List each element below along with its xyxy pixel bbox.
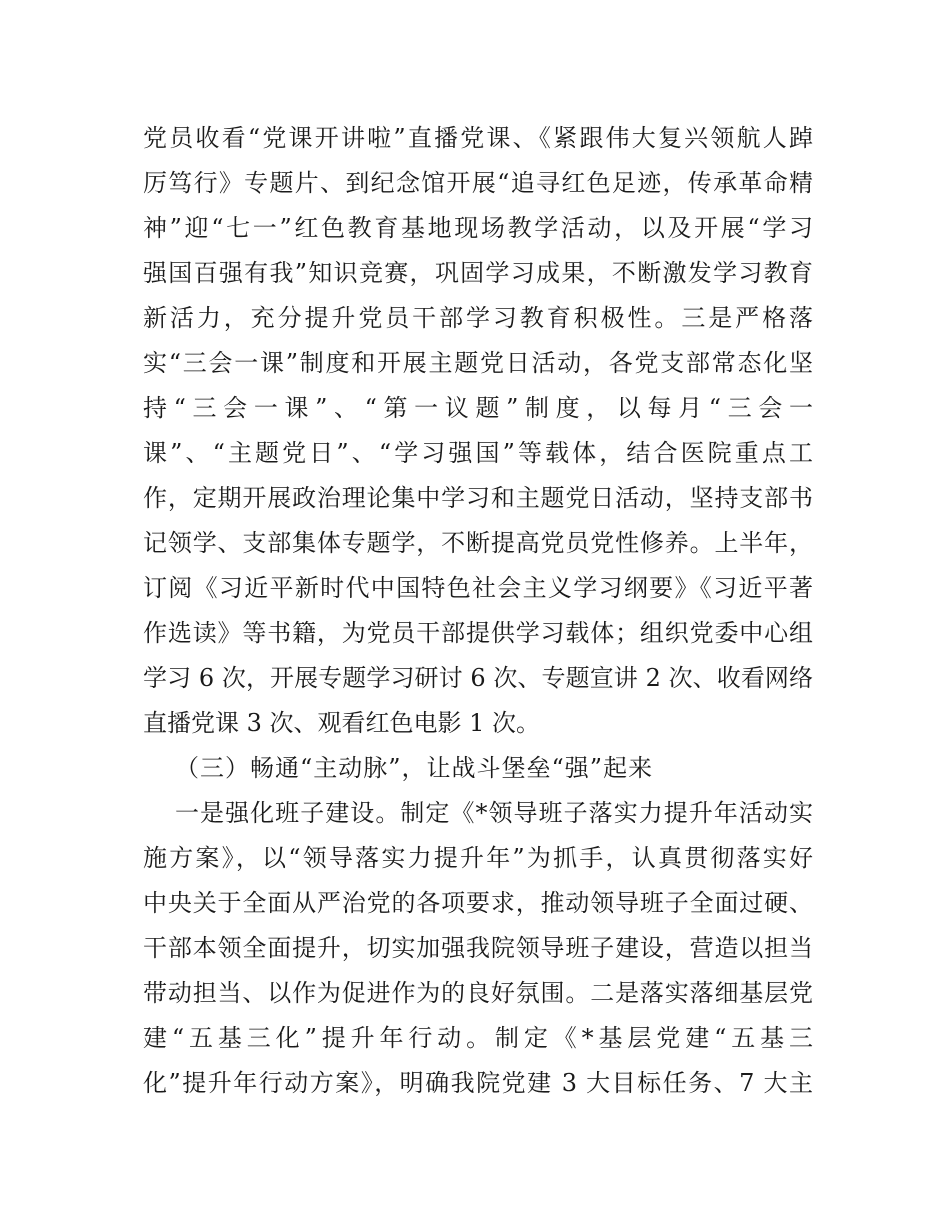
paragraph-line: 实“三会一课”制度和开展主题党日活动，各党支部常态化坚	[143, 349, 813, 377]
paragraph-line: 党员收看“党课开讲啦”直播党课、《紧跟伟大复兴领航人踔	[143, 124, 813, 152]
paragraph-line: 建“五基三化”提升年行动。制定《*基层党建“五基三	[143, 1024, 813, 1052]
section-heading: （三）畅通“主动脉”，让战斗堡垒“强”起来	[175, 754, 654, 782]
paragraph-line: 持“三会一课”、“第一议题”制度，以每月“三会一	[143, 394, 813, 422]
paragraph-line: 厉笃行》专题片、到纪念馆开展“追寻红色足迹，传承革命精	[143, 169, 813, 197]
paragraph-line: 化”提升年行动方案》，明确我院党建 3 大目标任务、7 大主	[143, 1069, 813, 1097]
paragraph-line: 学习 6 次，开展专题学习研讨 6 次、专题宣讲 2 次、收看网络	[143, 664, 813, 692]
paragraph-line: 强国百强有我”知识竞赛，巩固学习成果，不断激发学习教育	[143, 259, 813, 287]
paragraph-line: 订阅《习近平新时代中国特色社会主义学习纲要》《习近平著	[143, 574, 813, 602]
paragraph-line: 课”、“主题党日”、“学习强国”等载体，结合医院重点工	[143, 439, 813, 467]
paragraph-line: 记领学、支部集体专题学，不断提高党员党性修养。上半年，	[143, 529, 813, 557]
paragraph-line: 中央关于全面从严治党的各项要求，推动领导班子全面过硬、	[143, 889, 813, 917]
paragraph-line: 神”迎“七一”红色教育基地现场教学活动，以及开展“学习	[143, 214, 813, 242]
paragraph-line: 干部本领全面提升，切实加强我院领导班子建设，营造以担当	[143, 934, 813, 962]
paragraph-line: 直播党课 3 次、观看红色电影 1 次。	[143, 709, 541, 737]
paragraph-line: 带动担当、以作为促进作为的良好氛围。二是落实落细基层党	[143, 979, 813, 1007]
paragraph-line: 一是强化班子建设。制定《*领导班子落实力提升年活动实	[175, 799, 813, 827]
paragraph-line: 作选读》等书籍，为党员干部提供学习载体；组织党委中心组	[143, 619, 813, 647]
paragraph-line: 作，定期开展政治理论集中学习和主题党日活动，坚持支部书	[143, 484, 813, 512]
paragraph-line: 新活力，充分提升党员干部学习教育积极性。三是严格落	[143, 304, 813, 332]
paragraph-line: 施方案》，以“领导落实力提升年”为抓手，认真贯彻落实好	[143, 844, 813, 872]
